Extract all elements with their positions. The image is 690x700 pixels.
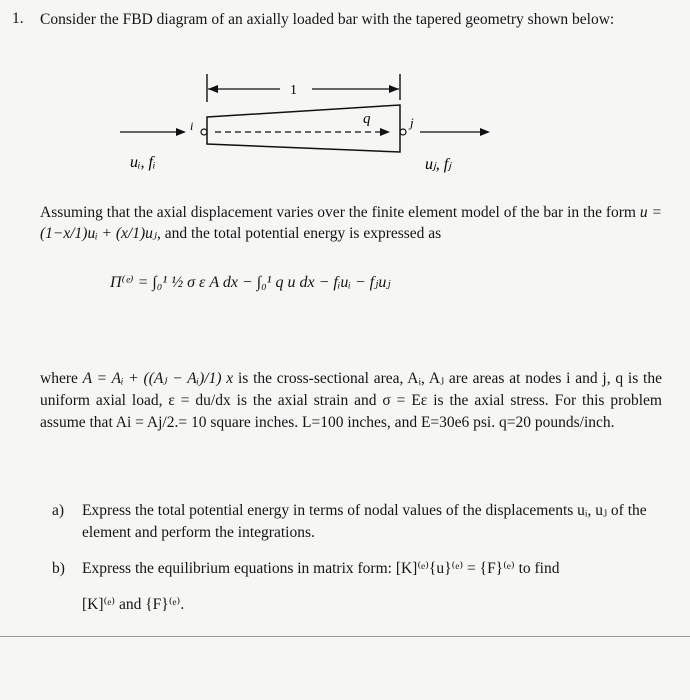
area-formula: A = Aᵢ + ((Aⱼ − Aᵢ)/1) x — [82, 370, 234, 387]
item-b-text-line2: [K]⁽ᵉ⁾ and {F}⁽ᵉ⁾. — [82, 596, 185, 613]
item-b-label: b) — [52, 560, 65, 577]
bottom-divider — [0, 636, 690, 637]
dimension-arrow-right — [389, 85, 399, 93]
node-i-label: i — [190, 119, 194, 133]
problem-number: 1. — [12, 10, 24, 27]
left-force-label: uᵢ, fᵢ — [130, 154, 156, 171]
fbd-diagram — [100, 72, 520, 182]
area-description: is the cross-sectional area, Aᵢ, Aⱼ are areas at nodes i and j, q is the uniform axial load, ε = du/dx is the axial strain and σ = Eε is the axial stress. For this problem assume that Ai = Aj/2.= 10 square inches. L=100 inches, and E=30e6 psi. q=20 pounds/inch. — [40, 370, 662, 431]
item-a-text: Express the total potential energy in terms of nodal values of the displacements uᵢ, uⱼ of the element and perform the integrations. — [82, 502, 647, 541]
paragraph-area — [40, 368, 662, 434]
force-arrow-left — [176, 128, 186, 136]
dimension-arrow-left — [208, 85, 218, 93]
where-word: where — [40, 370, 83, 387]
item-a-label: a) — [52, 502, 65, 519]
potential-energy-equation — [110, 272, 391, 292]
paragraph-displacement — [40, 202, 662, 244]
item-b-text-line1: Express the equilibrium equations in matrix form: [K]⁽ᵉ⁾{u}⁽ᵉ⁾ = {F}⁽ᵉ⁾ to find — [82, 560, 560, 577]
right-force-label: uⱼ, fⱼ — [425, 156, 452, 173]
paragraph-1-end: , and the total potential energy is expressed as — [156, 225, 442, 242]
problem-title: Consider the FBD diagram of an axially loaded bar with the tapered geometry shown below: — [40, 11, 615, 28]
paragraph-1-start: Assuming that the axial displacement varies over the finite element model of the bar in the form — [40, 204, 640, 221]
length-label: 1 — [290, 83, 297, 98]
load-label: q — [363, 111, 371, 127]
displacement-formula: u = (1−x/1)uᵢ + (x/1)uⱼ — [40, 204, 662, 242]
tapered-bar — [207, 105, 400, 152]
distributed-load-arrow — [380, 128, 390, 136]
energy-equation-text: Π⁽ᵉ⁾ = ∫₀¹ ½ σ ε A dx − ∫₀¹ q u dx − fᵢuᵢ − fⱼuⱼ — [110, 274, 391, 291]
force-arrow-right — [480, 128, 490, 136]
node-j — [400, 129, 406, 135]
node-j-label: j — [410, 115, 414, 130]
node-i — [201, 129, 207, 135]
